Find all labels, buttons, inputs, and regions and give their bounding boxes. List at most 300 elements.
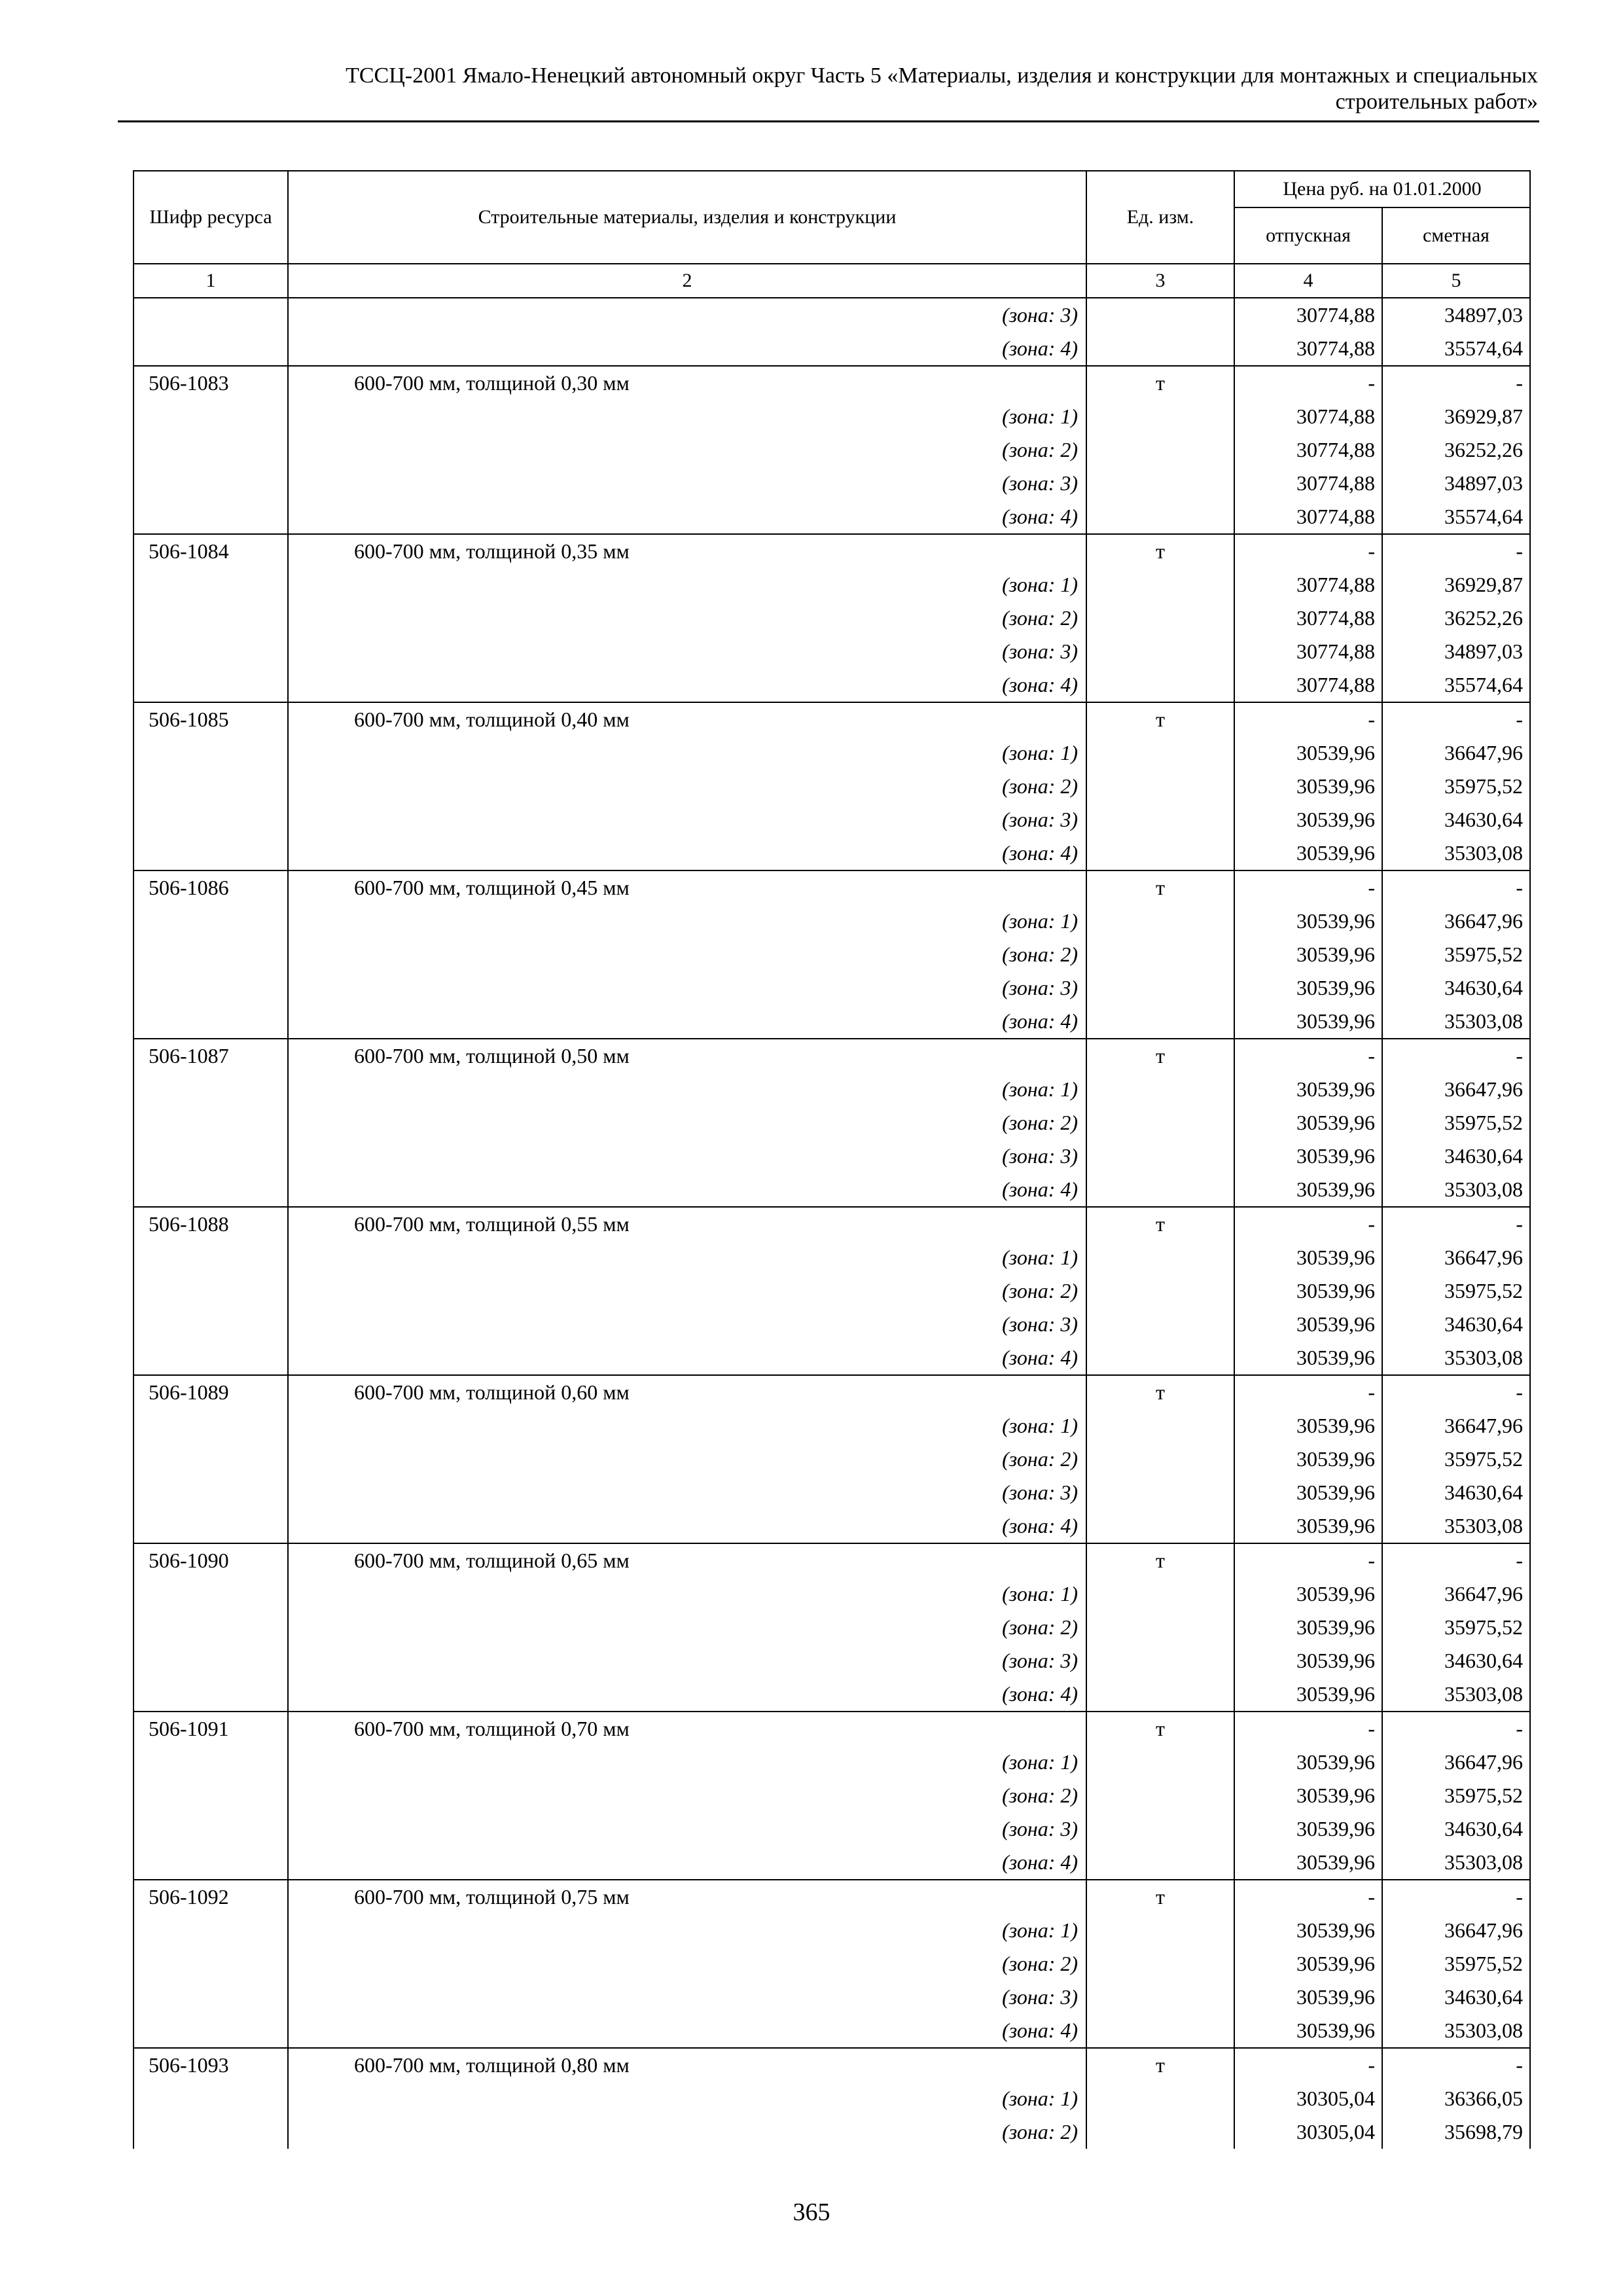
zone-label: (зона: 3) — [288, 1139, 1086, 1173]
table-row-item — [134, 702, 1530, 736]
zone-label: (зона: 4) — [288, 1509, 1086, 1543]
table-row-zone — [134, 467, 1530, 500]
unit-cell — [1086, 1914, 1234, 1947]
price-table — [133, 170, 1531, 2149]
resource-code: 506-1085 — [134, 702, 288, 736]
table-row-zone — [134, 803, 1530, 836]
release-price: 30774,88 — [1234, 433, 1382, 467]
code-cell — [134, 1812, 288, 1846]
table-row-zone — [134, 1577, 1530, 1611]
code-cell — [134, 1947, 288, 1981]
table-row-zone — [134, 1812, 1530, 1846]
release-price: 30539,96 — [1234, 1846, 1382, 1880]
code-cell — [134, 1241, 288, 1274]
code-cell — [134, 601, 288, 635]
code-cell — [134, 1779, 288, 1812]
table-row-item — [134, 1712, 1530, 1746]
unit-cell — [1086, 1005, 1234, 1039]
code-cell — [134, 770, 288, 803]
material-name: 600-700 мм, толщиной 0,70 мм — [288, 1712, 1086, 1746]
table-row-zone — [134, 635, 1530, 668]
table-row-zone — [134, 668, 1530, 702]
release-price: 30539,96 — [1234, 1947, 1382, 1981]
table-row-zone — [134, 1443, 1530, 1476]
release-price: 30539,96 — [1234, 1241, 1382, 1274]
release-price: - — [1234, 870, 1382, 905]
table-row-zone — [134, 1644, 1530, 1677]
zone-label: (зона: 3) — [288, 467, 1086, 500]
unit-cell — [1086, 2082, 1234, 2115]
table-row-item — [134, 1543, 1530, 1577]
estimate-price: 36647,96 — [1382, 1746, 1530, 1779]
table-row-item — [134, 534, 1530, 568]
col-number-4: 4 — [1234, 264, 1382, 298]
col-header-release: отпускная — [1234, 207, 1382, 264]
unit-cell — [1086, 400, 1234, 433]
release-price: 30539,96 — [1234, 1139, 1382, 1173]
table-row-zone — [134, 601, 1530, 635]
release-price: 30539,96 — [1234, 1981, 1382, 2014]
table-row-zone — [134, 2115, 1530, 2149]
release-price: 30539,96 — [1234, 1443, 1382, 1476]
resource-code: 506-1084 — [134, 534, 288, 568]
zone-label: (зона: 1) — [288, 2082, 1086, 2115]
zone-label: (зона: 3) — [288, 635, 1086, 668]
material-name: 600-700 мм, толщиной 0,35 мм — [288, 534, 1086, 568]
code-cell — [134, 1509, 288, 1543]
code-cell — [134, 1005, 288, 1039]
estimate-price: - — [1382, 1543, 1530, 1577]
code-cell — [134, 938, 288, 971]
code-cell — [134, 1611, 288, 1644]
resource-code: 506-1083 — [134, 366, 288, 400]
table-row-zone — [134, 1779, 1530, 1812]
zone-label: (зона: 2) — [288, 938, 1086, 971]
zone-label: (зона: 1) — [288, 1914, 1086, 1947]
estimate-price: 35975,52 — [1382, 938, 1530, 971]
estimate-price: - — [1382, 1375, 1530, 1409]
unit-cell — [1086, 635, 1234, 668]
code-cell — [134, 668, 288, 702]
table-row-zone — [134, 938, 1530, 971]
estimate-price: 35303,08 — [1382, 1005, 1530, 1039]
zone-label: (зона: 3) — [288, 298, 1086, 332]
page-header — [118, 63, 1538, 115]
release-price: 30774,88 — [1234, 668, 1382, 702]
code-cell — [134, 1274, 288, 1308]
release-price: 30774,88 — [1234, 400, 1382, 433]
zone-label: (зона: 4) — [288, 332, 1086, 366]
estimate-price: 35303,08 — [1382, 836, 1530, 870]
code-cell — [134, 500, 288, 534]
release-price: - — [1234, 702, 1382, 736]
code-cell — [134, 1914, 288, 1947]
unit-cell — [1086, 467, 1234, 500]
estimate-price: 36647,96 — [1382, 1914, 1530, 1947]
unit-cell — [1086, 568, 1234, 601]
unit-cell — [1086, 601, 1234, 635]
unit-cell — [1086, 1509, 1234, 1543]
unit-cell: т — [1086, 1543, 1234, 1577]
col-number-1: 1 — [134, 264, 288, 298]
estimate-price: 35303,08 — [1382, 1341, 1530, 1375]
zone-label: (зона: 2) — [288, 1274, 1086, 1308]
unit-cell — [1086, 905, 1234, 938]
code-cell — [134, 736, 288, 770]
release-price: - — [1234, 534, 1382, 568]
release-price: - — [1234, 1543, 1382, 1577]
estimate-price: 35975,52 — [1382, 1947, 1530, 1981]
table-row-zone — [134, 1981, 1530, 2014]
table-row-zone — [134, 298, 1530, 332]
release-price: 30539,96 — [1234, 1476, 1382, 1509]
estimate-price: 35303,08 — [1382, 2014, 1530, 2048]
unit-cell — [1086, 1476, 1234, 1509]
estimate-price: 35574,64 — [1382, 500, 1530, 534]
release-price: 30539,96 — [1234, 1073, 1382, 1106]
estimate-price: 36252,26 — [1382, 601, 1530, 635]
col-number-5: 5 — [1382, 264, 1530, 298]
table-row-zone — [134, 1073, 1530, 1106]
estimate-price: - — [1382, 702, 1530, 736]
table-row-zone — [134, 1677, 1530, 1712]
zone-label: (зона: 4) — [288, 1677, 1086, 1712]
release-price: - — [1234, 1207, 1382, 1241]
table-row-zone — [134, 332, 1530, 366]
unit-cell — [1086, 971, 1234, 1005]
estimate-price: 36929,87 — [1382, 568, 1530, 601]
material-name: 600-700 мм, толщиной 0,45 мм — [288, 870, 1086, 905]
release-price: 30539,96 — [1234, 803, 1382, 836]
estimate-price: 34630,64 — [1382, 1644, 1530, 1677]
table-row-zone — [134, 1846, 1530, 1880]
estimate-price: 34630,64 — [1382, 1139, 1530, 1173]
zone-label: (зона: 3) — [288, 971, 1086, 1005]
unit-cell: т — [1086, 534, 1234, 568]
release-price: 30539,96 — [1234, 1914, 1382, 1947]
release-price: 30539,96 — [1234, 1274, 1382, 1308]
unit-cell — [1086, 1812, 1234, 1846]
code-cell — [134, 1139, 288, 1173]
estimate-price: 36366,05 — [1382, 2082, 1530, 2115]
estimate-price: 35574,64 — [1382, 668, 1530, 702]
table-row-item — [134, 1039, 1530, 1073]
estimate-price: 35303,08 — [1382, 1846, 1530, 1880]
estimate-price: 34630,64 — [1382, 971, 1530, 1005]
estimate-price: - — [1382, 1880, 1530, 1914]
table-row-zone — [134, 2014, 1530, 2048]
zone-label: (зона: 1) — [288, 1409, 1086, 1443]
estimate-price: 36647,96 — [1382, 1577, 1530, 1611]
table-row-item — [134, 1207, 1530, 1241]
unit-cell: т — [1086, 1880, 1234, 1914]
zone-label: (зона: 2) — [288, 1779, 1086, 1812]
zone-label: (зона: 2) — [288, 601, 1086, 635]
material-name: 600-700 мм, толщиной 0,60 мм — [288, 1375, 1086, 1409]
unit-cell — [1086, 668, 1234, 702]
estimate-price: 35975,52 — [1382, 1106, 1530, 1139]
zone-label: (зона: 1) — [288, 1241, 1086, 1274]
zone-label: (зона: 3) — [288, 1644, 1086, 1677]
unit-cell — [1086, 1073, 1234, 1106]
release-price: 30774,88 — [1234, 298, 1382, 332]
unit-cell — [1086, 938, 1234, 971]
resource-code: 506-1090 — [134, 1543, 288, 1577]
unit-cell — [1086, 433, 1234, 467]
estimate-price: 35975,52 — [1382, 1779, 1530, 1812]
code-cell — [134, 400, 288, 433]
unit-cell — [1086, 1644, 1234, 1677]
zone-label: (зона: 3) — [288, 1308, 1086, 1341]
table-row-item — [134, 366, 1530, 400]
zone-label: (зона: 3) — [288, 1476, 1086, 1509]
code-cell — [134, 1476, 288, 1509]
table-row-zone — [134, 905, 1530, 938]
zone-label: (зона: 2) — [288, 433, 1086, 467]
code-cell — [134, 1577, 288, 1611]
estimate-price: 36252,26 — [1382, 433, 1530, 467]
table-row-zone — [134, 770, 1530, 803]
estimate-price: - — [1382, 1712, 1530, 1746]
table-row-item — [134, 1375, 1530, 1409]
release-price: 30539,96 — [1234, 1677, 1382, 1712]
unit-cell: т — [1086, 1207, 1234, 1241]
unit-cell — [1086, 1981, 1234, 2014]
release-price: 30539,96 — [1234, 1005, 1382, 1039]
release-price: 30539,96 — [1234, 1577, 1382, 1611]
release-price: - — [1234, 2048, 1382, 2082]
estimate-price: 36647,96 — [1382, 736, 1530, 770]
estimate-price: - — [1382, 534, 1530, 568]
release-price: 30539,96 — [1234, 938, 1382, 971]
release-price: 30539,96 — [1234, 836, 1382, 870]
zone-label: (зона: 4) — [288, 500, 1086, 534]
table-row-item — [134, 2048, 1530, 2082]
zone-label: (зона: 4) — [288, 1846, 1086, 1880]
table-row-zone — [134, 971, 1530, 1005]
zone-label: (зона: 2) — [288, 1611, 1086, 1644]
zone-label: (зона: 4) — [288, 836, 1086, 870]
code-cell — [134, 2082, 288, 2115]
code-cell — [134, 971, 288, 1005]
estimate-price: 34630,64 — [1382, 1812, 1530, 1846]
release-price: 30305,04 — [1234, 2115, 1382, 2149]
code-cell — [134, 1173, 288, 1207]
zone-label: (зона: 1) — [288, 568, 1086, 601]
release-price: 30539,96 — [1234, 1644, 1382, 1677]
col-header-price: Цена руб. на 01.01.2000 — [1234, 171, 1530, 207]
col-number-2: 2 — [288, 264, 1086, 298]
col-number-3: 3 — [1086, 264, 1234, 298]
code-cell — [134, 635, 288, 668]
col-header-code: Шифр ресурса — [134, 171, 288, 264]
table-row-zone — [134, 1106, 1530, 1139]
unit-cell — [1086, 1409, 1234, 1443]
material-name: 600-700 мм, толщиной 0,50 мм — [288, 1039, 1086, 1073]
code-cell — [134, 2115, 288, 2149]
zone-label: (зона: 4) — [288, 1341, 1086, 1375]
code-cell — [134, 1644, 288, 1677]
estimate-price: 35975,52 — [1382, 1274, 1530, 1308]
unit-cell — [1086, 1779, 1234, 1812]
table-row-item — [134, 1880, 1530, 1914]
estimate-price: 34897,03 — [1382, 467, 1530, 500]
header-line-1: ТССЦ-2001 Ямало-Ненецкий автономный округ Часть 5 «Материалы, изделия и конструкции для монтажных и специальных — [346, 63, 1538, 88]
material-name: 600-700 мм, толщиной 0,75 мм — [288, 1880, 1086, 1914]
table-row-zone — [134, 1476, 1530, 1509]
header-rule — [118, 120, 1539, 122]
unit-cell — [1086, 803, 1234, 836]
table-row-zone — [134, 400, 1530, 433]
code-cell — [134, 905, 288, 938]
estimate-price: - — [1382, 1039, 1530, 1073]
unit-cell — [1086, 332, 1234, 366]
unit-cell — [1086, 836, 1234, 870]
code-cell — [134, 332, 288, 366]
unit-cell — [1086, 1746, 1234, 1779]
code-cell — [134, 1106, 288, 1139]
resource-code: 506-1088 — [134, 1207, 288, 1241]
code-cell — [134, 2014, 288, 2048]
code-cell — [134, 1981, 288, 2014]
resource-code: 506-1091 — [134, 1712, 288, 1746]
unit-cell — [1086, 2014, 1234, 2048]
release-price: 30774,88 — [1234, 500, 1382, 534]
estimate-price: 36647,96 — [1382, 1073, 1530, 1106]
unit-cell: т — [1086, 1712, 1234, 1746]
estimate-price: 34630,64 — [1382, 1308, 1530, 1341]
zone-label: (зона: 1) — [288, 1577, 1086, 1611]
zone-label: (зона: 3) — [288, 1981, 1086, 2014]
col-header-unit: Ед. изм. — [1086, 171, 1234, 264]
table-row-zone — [134, 433, 1530, 467]
unit-cell — [1086, 1173, 1234, 1207]
material-name: 600-700 мм, толщиной 0,80 мм — [288, 2048, 1086, 2082]
material-name: 600-700 мм, толщиной 0,65 мм — [288, 1543, 1086, 1577]
resource-code: 506-1093 — [134, 2048, 288, 2082]
estimate-price: 35303,08 — [1382, 1677, 1530, 1712]
release-price: 30539,96 — [1234, 1341, 1382, 1375]
release-price: - — [1234, 366, 1382, 400]
zone-label: (зона: 2) — [288, 2115, 1086, 2149]
code-cell — [134, 803, 288, 836]
table-row-zone — [134, 1308, 1530, 1341]
unit-cell — [1086, 500, 1234, 534]
unit-cell — [1086, 1274, 1234, 1308]
estimate-price: 35975,52 — [1382, 1443, 1530, 1476]
estimate-price: 36929,87 — [1382, 400, 1530, 433]
estimate-price: 36647,96 — [1382, 1409, 1530, 1443]
release-price: 30539,96 — [1234, 1746, 1382, 1779]
code-cell — [134, 1341, 288, 1375]
unit-cell: т — [1086, 870, 1234, 905]
unit-cell — [1086, 1611, 1234, 1644]
estimate-price: 36647,96 — [1382, 1241, 1530, 1274]
estimate-price: - — [1382, 870, 1530, 905]
resource-code: 506-1087 — [134, 1039, 288, 1073]
release-price: - — [1234, 1712, 1382, 1746]
estimate-price: 35975,52 — [1382, 1611, 1530, 1644]
resource-code: 506-1089 — [134, 1375, 288, 1409]
release-price: 30539,96 — [1234, 770, 1382, 803]
unit-cell — [1086, 1677, 1234, 1712]
code-cell — [134, 1443, 288, 1476]
zone-label: (зона: 2) — [288, 1443, 1086, 1476]
release-price: 30539,96 — [1234, 971, 1382, 1005]
table-row-zone — [134, 736, 1530, 770]
estimate-price: 34630,64 — [1382, 803, 1530, 836]
zone-label: (зона: 3) — [288, 803, 1086, 836]
table-row-zone — [134, 1914, 1530, 1947]
table-row-zone — [134, 836, 1530, 870]
release-price: 30774,88 — [1234, 332, 1382, 366]
release-price: - — [1234, 1880, 1382, 1914]
release-price: - — [1234, 1375, 1382, 1409]
page-number: 365 — [793, 2198, 830, 2226]
release-price: 30539,96 — [1234, 2014, 1382, 2048]
code-cell — [134, 1746, 288, 1779]
table-row-zone — [134, 1947, 1530, 1981]
release-price: 30539,96 — [1234, 905, 1382, 938]
estimate-price: 34897,03 — [1382, 635, 1530, 668]
release-price: 30539,96 — [1234, 1106, 1382, 1139]
table-row-zone — [134, 1746, 1530, 1779]
table-row-zone — [134, 1509, 1530, 1543]
zone-label: (зона: 1) — [288, 1746, 1086, 1779]
estimate-price: 35303,08 — [1382, 1173, 1530, 1207]
estimate-price: 35303,08 — [1382, 1509, 1530, 1543]
unit-cell — [1086, 2115, 1234, 2149]
col-header-name: Строительные материалы, изделия и конструкции — [288, 171, 1086, 264]
code-cell — [134, 433, 288, 467]
zone-label: (зона: 1) — [288, 736, 1086, 770]
code-cell — [134, 1677, 288, 1712]
material-name: 600-700 мм, толщиной 0,30 мм — [288, 366, 1086, 400]
code-cell — [134, 298, 288, 332]
table-row-zone — [134, 1173, 1530, 1207]
estimate-price: 34630,64 — [1382, 1476, 1530, 1509]
unit-cell — [1086, 1241, 1234, 1274]
table-row-zone — [134, 1409, 1530, 1443]
estimate-price: - — [1382, 366, 1530, 400]
estimate-price: 34897,03 — [1382, 298, 1530, 332]
table-row-zone — [134, 1241, 1530, 1274]
code-cell — [134, 1308, 288, 1341]
material-name: 600-700 мм, толщиной 0,55 мм — [288, 1207, 1086, 1241]
unit-cell — [1086, 736, 1234, 770]
zone-label: (зона: 2) — [288, 1947, 1086, 1981]
release-price: 30305,04 — [1234, 2082, 1382, 2115]
estimate-price: 35574,64 — [1382, 332, 1530, 366]
zone-label: (зона: 1) — [288, 905, 1086, 938]
release-price: 30539,96 — [1234, 736, 1382, 770]
estimate-price: - — [1382, 1207, 1530, 1241]
zone-label: (зона: 4) — [288, 1173, 1086, 1207]
unit-cell — [1086, 1846, 1234, 1880]
table-row-zone — [134, 1274, 1530, 1308]
material-name: 600-700 мм, толщиной 0,40 мм — [288, 702, 1086, 736]
zone-label: (зона: 4) — [288, 1005, 1086, 1039]
unit-cell — [1086, 770, 1234, 803]
code-cell — [134, 1409, 288, 1443]
zone-label: (зона: 3) — [288, 1812, 1086, 1846]
table-row-item — [134, 870, 1530, 905]
release-price: 30774,88 — [1234, 601, 1382, 635]
zone-label: (зона: 1) — [288, 400, 1086, 433]
code-cell — [134, 1073, 288, 1106]
code-cell — [134, 467, 288, 500]
release-price: 30539,96 — [1234, 1173, 1382, 1207]
